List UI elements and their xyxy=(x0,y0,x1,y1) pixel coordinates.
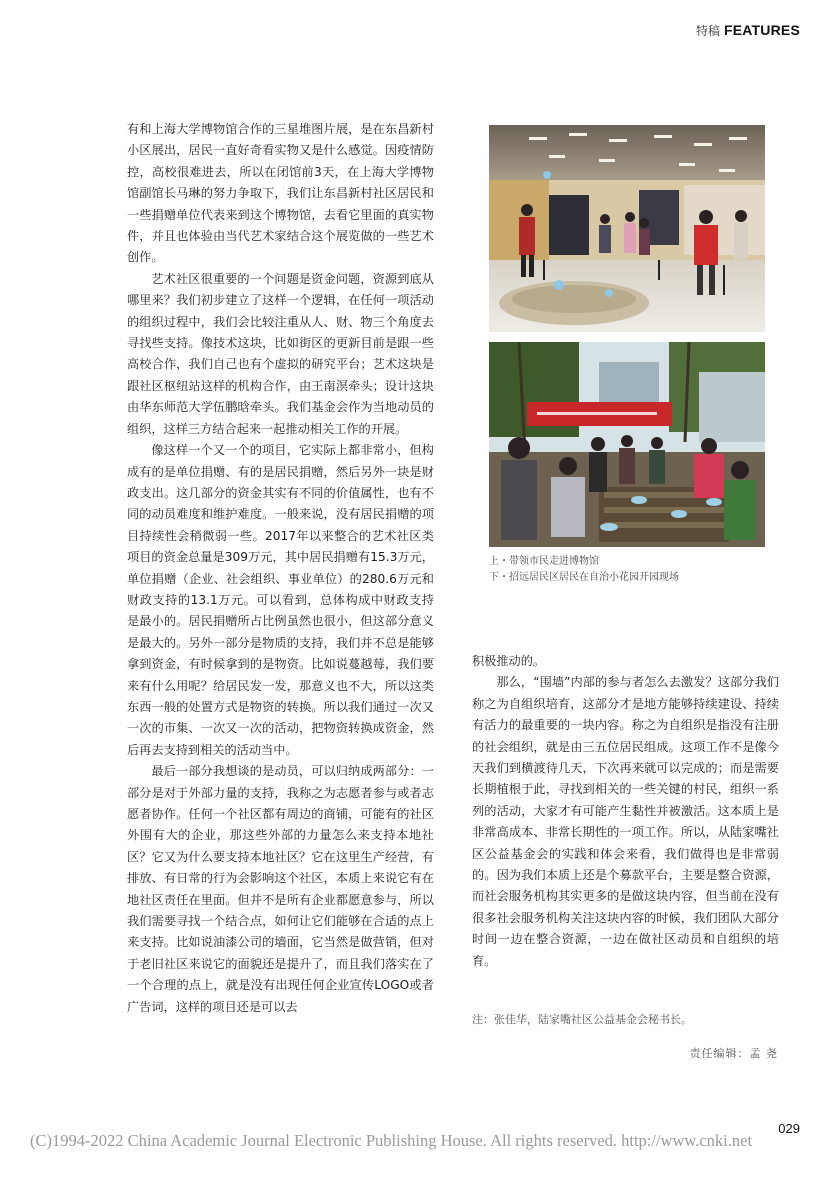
paragraph: 艺术社区很重要的一个问题是资金问题，资源到底从哪里来？我们初步建立了这样一个逻辑，在任何一项活动的组织过程中，我们会比较注重从人、财、物三个角度去寻找些支持。像技术这块，比如街区的更新目前是跟一些高校合作，我们自己也有个虚拟的研究平台；艺术这块是跟社区枢纽站这样的机构合作，由王南溟牵头；设计这块由华东师范大学伍鹏晗牵头。我们基金会作为当地动员的组织，这样三方结合起来一起推动相关工作的开展。 xyxy=(127,271,434,436)
left-text-column xyxy=(127,119,434,1018)
caption-bottom: 下・招远居民区居民在自治小花园开园现场 xyxy=(489,572,679,583)
paragraph: 最后一部分我想谈的是动员，可以归纳成两部分：一部分是对于外部力量的支持，我称之为志愿者参与或者志愿者协作。任何一个社区都有周边的商铺，可能有的社区外围有大的企业，那这些外部的力量怎么来支持本地社区？它又为什么要支持本地社区？它在这里生产经营，有排放、有日常的行为会影响这个社区，本质上来说它有在地社区责任在里面。但并不是所有企业都愿意参与，所以我们需要寻找一个结合点，如何让它们能够在合适的点上来支持。比如说油漆公司的墙面，它当然是做营销，但对于老旧社区来说它的面貌还是提升了，而且我们落实在了一个合理的点上，就是没有出现任何企业宣传LOGO或者广告词，这样的项目还是可以去 xyxy=(127,764,434,1014)
section-label-en: FEATURES xyxy=(723,22,800,38)
garden-photo-graphic xyxy=(489,342,765,547)
editor-credit: 责任编辑：孟 尧 xyxy=(689,1047,778,1060)
section-header xyxy=(696,22,800,39)
museum-photo-graphic xyxy=(489,125,765,332)
paragraph: 像这样一个又一个的项目，它实际上都非常小，但构成有的是单位捐赠、有的是居民捐赠，然后另外一块是财政支出。这几部分的资金其实有不同的价值属性，也有不同的动员难度和维护难度。一般来说，没有居民捐赠的项目持续性会稍微弱一些。2017年以来整合的艺术社区类项目的资金总量是309万元，其中居民捐赠有15.3万元，单位捐赠（企业、社会组织、事业单位）的280.6万元和财政支持的13.1万元。可以看到，总体构成中财政支持是最小的。居民捐赠所占比例虽然也很小，但这部分意义是最大的。另外一部分是物质的支持，我们并不总是能够拿到资金，有时候拿到的是物资。比如说蔓越莓，我们要来有什么用呢？给居民发一发，那意义也不大，所以这类东西一般的处置方式是物资的转换。所以我们通过一次又一次的市集、一次又一次的活动，把物资转换成资金，然后再去支持到相关的活动当中。 xyxy=(127,443,434,757)
copyright-watermark: (C)1994-2022 China Academic Journal Electronic Publishing House. All rights reserved. http://www.cnki.net xyxy=(30,1131,753,1150)
caption-top: 上・带领市民走进博物馆 xyxy=(489,556,599,567)
paragraph: 那么，“围墙”内部的参与者怎么去激发？这部分我们称之为自组织培育，这部分才是地方能够持续建设、持续有活力的最重要的一块内容。称之为自组织是指没有注册的社会组织，就是由三五位居民组成。这项工作不是像今天我们到横渡待几天，下次再来就可以完成的；而是需要长期植根于此，寻找到相关的一些关键的村民，组织一系列的活动，大家才有可能产生黏性并被激活。这本质上是非常高成本、非常长期性的一项工作。所以，从陆家嘴社区公益基金会的实践和体会来看，我们做得也是非常弱的。因为我们本质上还是个募款平台，主要是整合资源，而社会服务机构其实更多的是做这块内容，但当前在没有很多社会服务机构关注这块内容的时候，我们团队大部分时间一边在整合资源，一边在做社区动员和自组织的培育。 xyxy=(472,675,779,968)
photo-museum-visit xyxy=(489,125,765,332)
photo-captions xyxy=(489,554,679,586)
section-label-cn: 特稿 xyxy=(695,24,720,38)
page-number: 029 xyxy=(778,1121,800,1136)
paragraph: 积极推动的。 xyxy=(472,654,546,668)
paragraph: 有和上海大学博物馆合作的三星堆图片展，是在东昌新村小区展出，居民一直好奇看实物又是什么感觉。因疫情防控，高校很难进去，所以在闭馆前3天，在上海大学博物馆副馆长马琳的努力争取下，我们让东昌新村社区居民和一些捐赠单位代表来到这个博物馆，去看它里面的真实物件，并且也体验由当代艺术家结合这个展览做的一些艺术创作。 xyxy=(127,122,434,265)
photo-community-garden xyxy=(489,342,765,547)
author-note: 注：张佳华，陆家嘴社区公益基金会秘书长。 xyxy=(472,1013,692,1026)
right-text-column xyxy=(472,651,779,972)
